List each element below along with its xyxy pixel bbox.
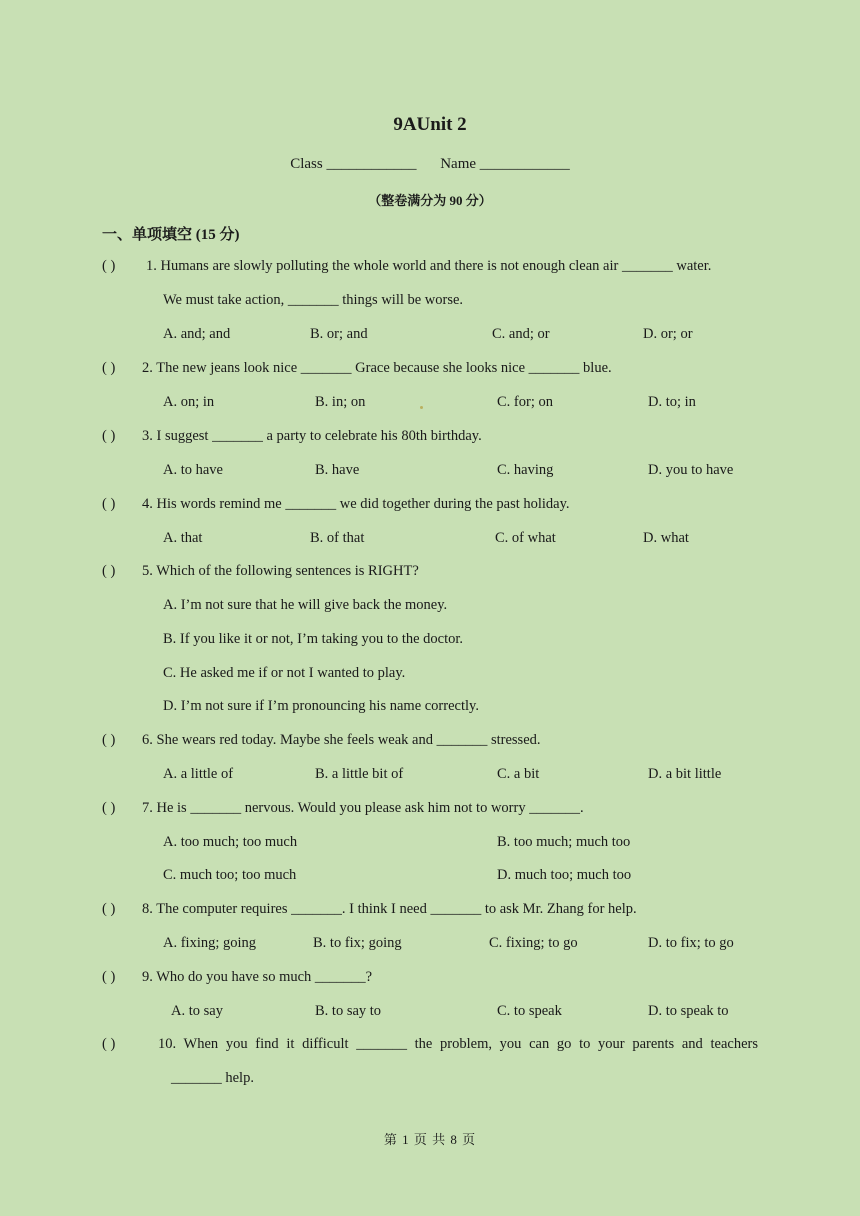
answer-paren[interactable]: ( ) bbox=[102, 969, 116, 985]
question-4-stem: 4. His words remind me _______ we did together during the past holiday. bbox=[142, 496, 570, 512]
answer-paren[interactable]: ( ) bbox=[102, 800, 116, 816]
question-2-stem: 2. The new jeans look nice _______ Grace because she looks nice _______ blue. bbox=[142, 360, 612, 376]
question-9-stem: 9. Who do you have so much _______? bbox=[142, 969, 373, 985]
option-a: A. a little of bbox=[163, 766, 234, 782]
score-note: （整卷满分为 90 分） bbox=[368, 193, 492, 208]
option-c: C. having bbox=[497, 462, 554, 478]
answer-paren[interactable]: ( ) bbox=[102, 428, 116, 444]
question-10-stem-cont: _______ help. bbox=[171, 1070, 254, 1086]
option-d: D. or; or bbox=[643, 326, 693, 342]
class-field[interactable]: Class ____________ bbox=[290, 156, 417, 172]
option-b: B. have bbox=[315, 462, 360, 478]
question-8-stem: 8. The computer requires _______. I think I need _______ to ask Mr. Zhang for help. bbox=[142, 901, 637, 917]
option-b: B. too much; much too bbox=[497, 834, 631, 850]
answer-paren[interactable]: ( ) bbox=[102, 360, 116, 376]
option-a: A. fixing; going bbox=[163, 935, 257, 951]
answer-paren[interactable]: ( ) bbox=[102, 563, 116, 579]
option-b: B. to fix; going bbox=[313, 935, 402, 951]
option-c: C. to speak bbox=[497, 1003, 562, 1019]
question-1-stem-cont: We must take action, _______ things will be worse. bbox=[163, 292, 464, 308]
question-7-stem: 7. He is _______ nervous. Would you please ask him not to worry _______. bbox=[142, 800, 584, 816]
class-name-line bbox=[0, 156, 860, 173]
option-b: B. of that bbox=[310, 530, 365, 546]
option-d: D. you to have bbox=[648, 462, 734, 478]
name-field[interactable]: Name ____________ bbox=[440, 156, 570, 172]
option-c: C. fixing; to go bbox=[489, 935, 578, 951]
option-b: B. in; on bbox=[315, 394, 366, 410]
stray-mark bbox=[420, 406, 423, 409]
option-d: D. to; in bbox=[648, 394, 696, 410]
option-c: C. and; or bbox=[492, 326, 550, 342]
option-c: C. of what bbox=[495, 530, 556, 546]
answer-paren[interactable]: ( ) bbox=[102, 732, 116, 748]
option-a: A. and; and bbox=[163, 326, 231, 342]
option-b: B. to say to bbox=[315, 1003, 382, 1019]
option-d: D. what bbox=[643, 530, 689, 546]
question-1-stem: 1. Humans are slowly polluting the whole world and there is not enough clean air _______ water. bbox=[146, 258, 712, 274]
option-b: B. or; and bbox=[310, 326, 368, 342]
answer-paren[interactable]: ( ) bbox=[102, 901, 116, 917]
option-d: D. much too; much too bbox=[497, 867, 632, 883]
option-a: A. to say bbox=[171, 1003, 223, 1019]
option-a: A. to have bbox=[163, 462, 223, 478]
option-d: D. I’m not sure if I’m pronouncing his name correctly. bbox=[163, 698, 479, 714]
option-b: B. If you like it or not, I’m taking you to the doctor. bbox=[163, 631, 464, 647]
question-3-stem: 3. I suggest _______ a party to celebrate his 80th birthday. bbox=[142, 428, 482, 444]
section-title: 一、单项填空 (15 分) bbox=[102, 227, 240, 243]
answer-paren[interactable]: ( ) bbox=[102, 496, 116, 512]
page-footer: 第 1 页 共 8 页 bbox=[383, 1132, 477, 1147]
question-6-stem: 6. She wears red today. Maybe she feels weak and _______ stressed. bbox=[142, 732, 541, 748]
option-c: C. much too; too much bbox=[163, 867, 297, 883]
answer-paren[interactable]: ( ) bbox=[102, 258, 116, 274]
option-c: C. a bit bbox=[497, 766, 540, 782]
answer-paren[interactable]: ( ) bbox=[102, 1036, 116, 1052]
question-1 bbox=[102, 258, 115, 275]
option-d: D. a bit little bbox=[648, 766, 722, 782]
option-c: C. He asked me if or not I wanted to play. bbox=[163, 665, 406, 681]
option-a: A. too much; too much bbox=[163, 834, 298, 850]
option-d: D. to speak to bbox=[648, 1003, 729, 1019]
option-d: D. to fix; to go bbox=[648, 935, 734, 951]
option-b: B. a little bit of bbox=[315, 766, 404, 782]
option-a: A. on; in bbox=[163, 394, 215, 410]
option-c: C. for; on bbox=[497, 394, 553, 410]
option-a: A. I’m not sure that he will give back the money. bbox=[163, 597, 448, 613]
question-5-stem: 5. Which of the following sentences is RIGHT? bbox=[142, 563, 419, 579]
question-10-stem: 10. When you find it difficult _______ the problem, you can go to your parents and teachers bbox=[158, 1036, 758, 1052]
page-title: 9AUnit 2 bbox=[393, 114, 467, 135]
option-a: A. that bbox=[163, 530, 203, 546]
